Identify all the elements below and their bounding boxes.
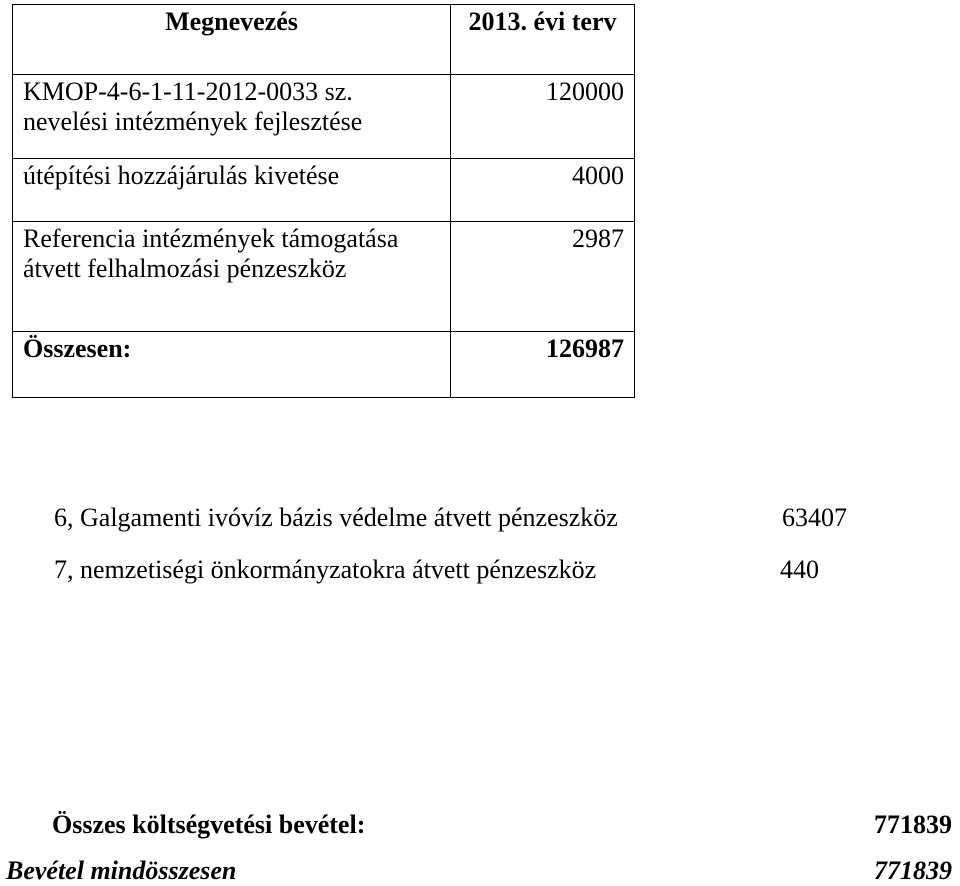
item-line <box>54 555 934 587</box>
table-row <box>13 222 635 332</box>
item-line <box>54 503 934 535</box>
table-row <box>13 75 635 159</box>
total-name-cell: Összesen: <box>13 332 451 398</box>
total-value-cell: 126987 <box>451 332 635 398</box>
item-name: 6, Galgamenti ivóvíz bázis védelme átvett pénzeszköz <box>54 503 618 532</box>
grand-total-line <box>6 856 952 886</box>
table-row <box>13 159 635 222</box>
total-revenue-value: 771839 <box>874 810 952 839</box>
item-value: 440 <box>780 555 819 584</box>
row-value-cell: 120000 <box>451 75 635 159</box>
budget-table <box>12 4 635 398</box>
total-revenue-line <box>52 810 952 842</box>
total-revenue-label: Összes költségvetési bevétel: <box>52 810 366 839</box>
row-value-cell: 2987 <box>451 222 635 332</box>
grand-total-label: Bevétel mindösszesen <box>6 856 237 885</box>
table-header-row <box>13 5 635 75</box>
row-name-cell: útépítési hozzájárulás kivetése <box>13 159 451 222</box>
grand-total-value: 771839 <box>874 856 952 885</box>
row-name-cell: Referencia intézmények támogatása átvett felhalmozási pénzeszköz <box>13 222 451 332</box>
item-value: 63407 <box>782 503 847 532</box>
item-name: 7, nemzetiségi önkormányzatokra átvett pénzeszköz <box>54 555 597 584</box>
row-value-cell: 4000 <box>451 159 635 222</box>
row-name-cell: KMOP-4-6-1-11-2012-0033 sz. nevelési intézmények fejlesztése <box>13 75 451 159</box>
header-name-cell: Megnevezés <box>13 5 451 75</box>
header-value-cell: 2013. évi terv <box>451 5 635 75</box>
table-total-row <box>13 332 635 398</box>
